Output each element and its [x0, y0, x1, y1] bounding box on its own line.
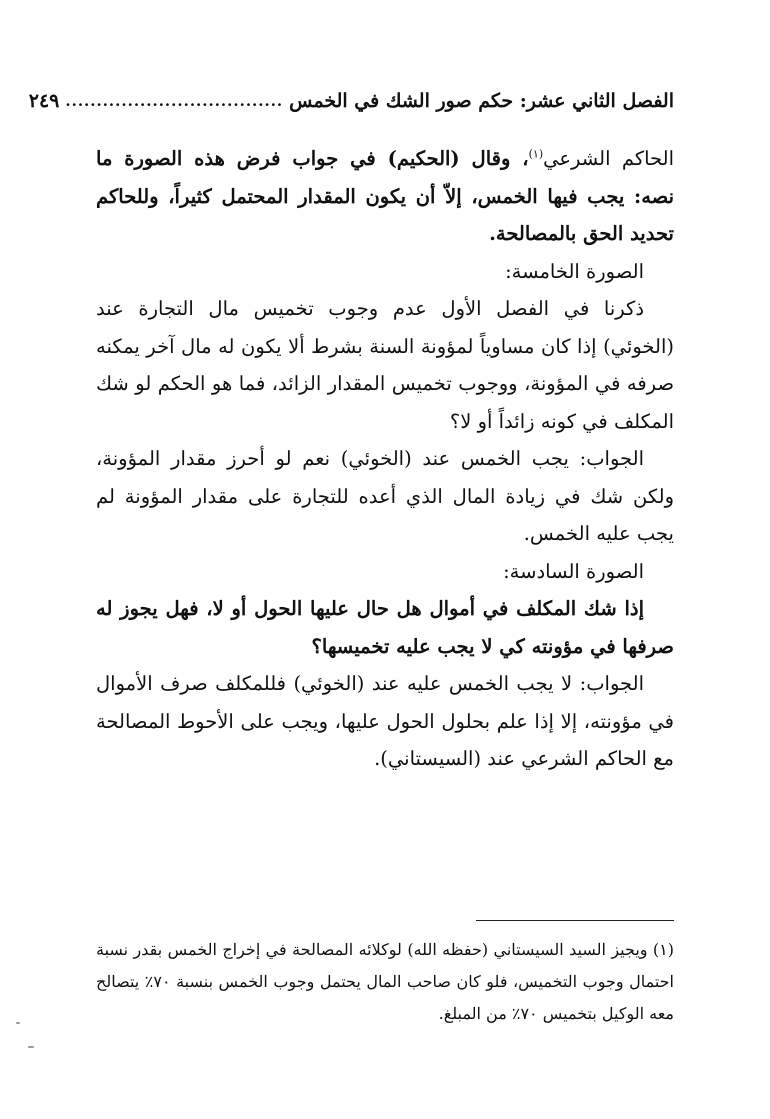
paragraph-continuation [96, 140, 674, 253]
chapter-title: الفصل الثاني عشر: حكم صور الشك في الخمس [289, 90, 674, 112]
answer-sixth-case: الجواب: لا يجب الخمس عليه عند (الخوئي) فللمكلف صرف الأموال في مؤونته، إلا إذا علم بحلول الحول عليها، ويجب على الأحوط المصالحة مع الحاكم الشرعي عند (السيستاني). [96, 672, 674, 770]
paragraph-text: ، وقال (الحكيم) في جواب فرض هذه الصورة ما نصه: يجب فيها الخمس، إلاّ أن يكون المقدار المحتمل كثيراً، وللحاكم تحديد الحق بالمصالحة. [96, 147, 674, 245]
paragraph-text: الحاكم الشرعي [543, 147, 674, 170]
footnote: (١) ويجيز السيد السيستاني (حفظه الله) لوكلائه المصالحة في إخراج الخمس بقدر نسبة احتمال وجوب التخميس، فلو كان صاحب المال يحتمل وجوب الخمس بنسبة ٧٠٪ يتصالح معه الوكيل بتخميس ٧٠٪ من المبلغ. [96, 940, 675, 1023]
leader-dots: ................................... [65, 92, 284, 110]
footnote-divider [476, 920, 674, 921]
scan-speck [16, 1022, 20, 1024]
running-header [28, 84, 674, 118]
footnote-reference[interactable]: (١) [528, 147, 544, 161]
page-number: ٢٤٩ [28, 90, 60, 112]
section-heading-fifth-case: الصورة الخامسة: [505, 259, 644, 283]
paragraph-sixth-case: إذا شك المكلف في أموال هل حال عليها الحول أو لا، فهل يجوز له صرفها في مؤونته كي لا يجب عليه تخميسها؟ [96, 597, 674, 658]
answer-fifth-case: الجواب: يجب الخمس عند (الخوئي) نعم لو أحرز مقدار المؤونة، ولكن شك في زيادة المال الذي أعده للتجارة على مقدار المؤونة لم يجب عليه الخمس. [96, 447, 674, 545]
scan-speck [28, 1046, 34, 1048]
main-text [96, 140, 674, 778]
paragraph-fifth-case: ذكرنا في الفصل الأول عدم وجوب تخميس مال التجارة عند (الخوئي) إذا كان مساوياً لمؤونة السنة بشرط ألا يكون له مال آخر يمكنه صرفه في المؤونة، ووجوب تخميس المقدار الزائد، فما هو الحكم لو شك المكلف في كونه زائداً أو لا؟ [96, 297, 674, 433]
section-heading-sixth-case: الصورة السادسة: [503, 559, 644, 583]
